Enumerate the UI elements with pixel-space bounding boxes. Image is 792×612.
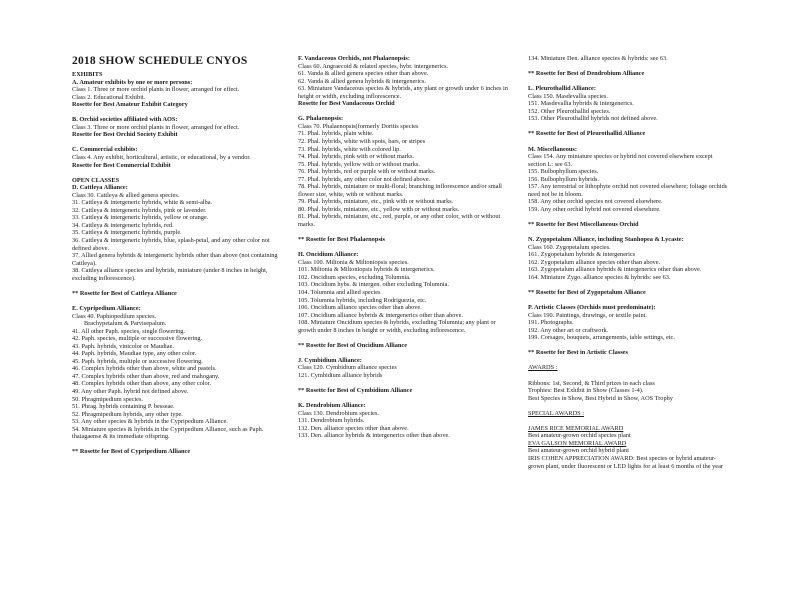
section-heading: ** Rosette for Best Miscellaneous Orchid xyxy=(528,221,639,229)
section-heading: N. Zygopetalum Alliance, including Stanhopea & Lycaste: xyxy=(528,236,684,244)
schedule-line: 72. Phal. hybrids, white with spots, bars, or stripes xyxy=(298,138,426,146)
schedule-line: 153. Other Pleurothallid hybrids not defined above. xyxy=(528,115,658,123)
schedule-line: 76. Phal. hybrids, red or purple with or without marks. xyxy=(298,168,436,176)
column-3-body xyxy=(528,55,728,470)
section-heading: Rosette for Best Orchid Society Exhibit xyxy=(72,131,178,139)
schedule-line: Class 1. Three or more orchid plants in flower, arranged for effect. xyxy=(72,86,240,94)
schedule-line: Best amateur-grown orchid species plant xyxy=(528,432,631,440)
schedule-line: 36. Cattleya & intergeneric hybrids, blue, splash-petal, and any other color not defined above. xyxy=(72,237,270,252)
schedule-line: 51. Phrag. hybrids containing P. besseae. xyxy=(72,403,175,411)
section-heading: ** Rosette for Best of Oncidium Alliance xyxy=(298,341,408,349)
section-heading: P. Artistic Classes (Orchids must predominate): xyxy=(528,304,656,312)
section-heading: L. Pleurothallid Alliance: xyxy=(528,85,596,93)
schedule-line: 102. Oncidium species, excluding Tolumnia. xyxy=(298,273,411,281)
schedule-line: 131. Dendrobium hybrids. xyxy=(298,417,365,425)
schedule-line: 63. Miniature Vandaceous species & hybrids, any plant or growth under 6 inches in height or width, excluding inflorescence. xyxy=(298,85,508,100)
column-2-body xyxy=(298,55,508,440)
spacer xyxy=(72,297,280,305)
section-heading: OPEN CLASSES xyxy=(72,176,120,184)
column-3 xyxy=(528,55,728,470)
page-title: 2018 SHOW SCHEDULE CNYOS xyxy=(72,55,248,67)
section-heading: Rosette for Best Vandaceous Orchid xyxy=(298,100,395,108)
schedule-line: 78. Phal. hybrids, miniature or multi-floral; branching inflorescence and/or small flower size, white, with or without marks. xyxy=(298,183,502,198)
spacer xyxy=(528,281,728,289)
schedule-line: 159. Any other orchid hybrid not covered elsewhere. xyxy=(528,205,661,213)
spacer xyxy=(528,357,728,365)
section-heading: ** Rosette for Best of Pleurothallid Alliance xyxy=(528,130,646,138)
spacer xyxy=(72,109,280,117)
schedule-line: 71. Phal. hybrids, plain white. xyxy=(298,130,374,138)
schedule-line: 45. Paph. hybrids, multiple or successive flowering. xyxy=(72,357,203,365)
schedule-line: 79. Phal. hybrids, miniature, etc., pink with or without marks. xyxy=(298,198,454,206)
spacer xyxy=(528,213,728,221)
section-heading: Rosette for Best Amateur Exhibit Category xyxy=(72,101,188,109)
section-heading: D. Cattleya Alliance: xyxy=(72,184,128,192)
section-heading: H. Oncidium Alliance: xyxy=(298,251,359,259)
schedule-line: 49. Any other Paph. hybrid not defined above. xyxy=(72,387,189,395)
schedule-line: 50. Phragmipedium species. xyxy=(72,395,144,403)
schedule-line: 134. Miniature Den. alliance species & hybrids: see 63. xyxy=(528,55,668,62)
column-2 xyxy=(298,55,508,440)
schedule-line: 62. Vanda & allied genera hybrids & intergenerics. xyxy=(298,77,426,85)
schedule-line: 47. Complex hybrids other than above, red and mahogany. xyxy=(72,372,220,380)
schedule-line: 41. All other Paph. species, single flowering. xyxy=(72,327,185,335)
spacer xyxy=(298,395,508,403)
schedule-line: Ribbons: 1st, Second, & Third prizes in each class xyxy=(528,379,655,387)
schedule-line: 43. Paph. hybrids, vinicolor or Maudiae. xyxy=(72,342,174,350)
schedule-line: 152. Other Pleurothallid species. xyxy=(528,107,611,115)
schedule-line: 34. Cattleya & intergeneric hybrids, red. xyxy=(72,221,174,229)
schedule-line: 37. Allied genera hybrids & intergeneric hybrids other than above (not containing Cattleya). xyxy=(72,252,278,267)
schedule-line: 74. Phal. hybrids, pink with or without marks. xyxy=(298,153,414,161)
spacer xyxy=(72,139,280,147)
spacer xyxy=(528,123,728,131)
spacer xyxy=(72,441,280,449)
section-heading: C. Commercial exhibits: xyxy=(72,146,138,154)
section-heading: G. Phalaenopsis: xyxy=(298,115,344,123)
schedule-line: IRIS COHEN APPRECIATION AWARD: Best species or hybrid amateur-grown plant, under fluorescent or LED lights for at least 6 months of the year xyxy=(528,454,723,470)
schedule-line: Class 190. Paintings, drawings, or textile paint. xyxy=(528,311,647,319)
section-heading: ** Rosette for Best of Cymbidium Alliance xyxy=(298,387,413,395)
schedule-line: Class 160. Zygopetalum species. xyxy=(528,243,611,251)
schedule-line: Class 30. Cattleya & allied genera species. xyxy=(72,191,180,199)
schedule-line: Class 70. Phalaenopsis(formerly Doritis species xyxy=(298,122,419,130)
schedule-line: 156. Bulbophyllum hybrids. xyxy=(528,175,600,183)
schedule-line: SPECIAL AWARDS : xyxy=(528,409,584,417)
schedule-line: Class 2. Educational Exhibit. xyxy=(72,93,146,101)
schedule-line: AWARDS : xyxy=(528,364,558,372)
spacer xyxy=(528,63,728,71)
schedule-line: 44. Paph. hybrids, Maudiae type, any other color. xyxy=(72,350,197,358)
schedule-line: 52. Phragmipedium hybrids, any other type. xyxy=(72,410,183,418)
schedule-line: 35. Cattleya & intergeneric hybrids, purple. xyxy=(72,229,182,237)
spacer xyxy=(298,334,508,342)
section-heading: K. Dendrobium Alliance: xyxy=(298,402,366,410)
spacer xyxy=(528,297,728,305)
section-heading: ** Rosette for Best of Cattleya Alliance xyxy=(72,289,177,297)
schedule-line: 53. Any other species & hybrids in the Cypripedium Alliance. xyxy=(72,418,228,426)
schedule-line: Class 4. Any exhibit, horticultural, artistic, or educational, by a vendor. xyxy=(72,154,251,162)
schedule-line: 81. Phal. hybrids, miniature, etc., red, purple, or any other color, with or without marks. xyxy=(298,213,501,229)
spacer xyxy=(528,138,728,146)
schedule-line: 121. Cymbidium alliance hybrids xyxy=(298,371,383,379)
schedule-line: 42. Paph. species, multiple or successive flowering. xyxy=(72,335,203,343)
schedule-line: 162. Zygopetalum alliance species other than above. xyxy=(528,258,661,266)
section-heading: B. Orchid societies affiliated with AOS: xyxy=(72,116,178,124)
spacer xyxy=(528,342,728,350)
schedule-line: 191. Photographs. xyxy=(528,319,574,327)
schedule-line: Brachypetalum & Parvisepalum. xyxy=(84,320,167,328)
spacer xyxy=(298,229,508,237)
section-heading: M. Miscellaneous: xyxy=(528,145,577,153)
section-heading: J. Cymbidium Alliance: xyxy=(298,356,362,364)
schedule-line: 163. Zygopetalum alliance hybrids & intergenerics other than above. xyxy=(528,266,702,274)
schedule-line: EVA GALSON MEMORIAL AWARD xyxy=(528,439,627,447)
schedule-line: 151. Masdevallia hybrids & intergenerics. xyxy=(528,100,634,108)
schedule-line: 61. Vanda & allied genera species other than above. xyxy=(298,70,429,78)
section-heading: A. Amateur exhibits by one or more persons: xyxy=(72,78,193,86)
spacer xyxy=(528,417,728,425)
schedule-line: 48. Complex hybrids other than above, any other color. xyxy=(72,380,212,388)
schedule-line: 107. Oncidium alliance hybrids & intergenerics other than above. xyxy=(298,311,463,319)
schedule-line: Class 120. Cymbidium alliance species xyxy=(298,364,397,372)
schedule-line: Trophies: Best Exhibit in Show (Classes 1-4). xyxy=(528,387,644,395)
schedule-line: 105. Tolumnia hybrids, including Rodriguezia, etc. xyxy=(298,296,427,304)
schedule-line: Class 60. Angraecoid & related species, hybr. intergenerics. xyxy=(298,62,449,70)
schedule-line: Class 40. Paphiopedilum species. xyxy=(72,312,157,320)
section-heading: ** Rosette for Best of Cypripedium Alliance xyxy=(72,448,191,456)
schedule-line: 103. Oncidium hybs. & intergen. other excluding Tolumnia. xyxy=(298,281,449,289)
schedule-line: 104. Tolumnia and allied species xyxy=(298,288,381,296)
spacer xyxy=(298,244,508,252)
schedule-line: 80. Phal. hybrids, miniature, etc., yellow with or without marks. xyxy=(298,205,460,213)
schedule-line: 46. Complex hybrids other than above, white and pastels. xyxy=(72,365,217,373)
schedule-line: 32. Cattleya & intergeneric hybrids, pink or lavender. xyxy=(72,206,207,214)
spacer xyxy=(72,169,280,177)
spacer xyxy=(298,349,508,357)
schedule-line: 157. Any terrestrial or lithophyte orchid not covered elsewhere; foliage orchids need not be in bloom. xyxy=(528,183,728,198)
schedule-line: 54. Miniature species & hybrids in the Cypripedium Alliance, such as Paph. thaiagaense & its immediate offspring. xyxy=(72,425,264,441)
schedule-line: 161. Zygopetalum hybrids & intergenerics xyxy=(528,251,636,259)
spacer xyxy=(298,108,508,116)
schedule-line: 155. Bulbophyllum species. xyxy=(528,168,599,176)
schedule-line: 31. Cattleya & intergeneric hybrids, white & semi-alba. xyxy=(72,199,213,207)
section-heading: Rosette for Best Commercial Exhibit xyxy=(72,161,171,169)
schedule-line: 38. Cattleya alliance species and hybrids, miniature (under 8 inches in height, excluding inflorescence). xyxy=(72,267,268,282)
spacer xyxy=(298,380,508,388)
schedule-line: 133. Den. alliance hybrids & intergenerics other than above. xyxy=(298,432,450,440)
schedule-line: 106. Oncidium alliance species other than above. xyxy=(298,304,422,312)
schedule-line: Class 150. Masdevallia species. xyxy=(528,92,608,100)
column-1 xyxy=(72,55,280,456)
schedule-line: 158. Any other orchid species not covered elsewhere. xyxy=(528,198,663,206)
section-heading: F. Vandaceous Orchids, not Phalaenopsis: xyxy=(298,55,410,62)
spacer xyxy=(528,78,728,86)
column-1-body xyxy=(72,71,280,456)
schedule-line: Class 3. Three or more orchid plants in flower, arranged for effect. xyxy=(72,123,240,131)
section-heading: ** Rosette for Best of Zygopetalum Alliance xyxy=(528,288,646,296)
schedule-line: 77. Phal. hybrids, any other color not defined above. xyxy=(298,175,431,183)
schedule-line: 108. Miniature Oncidium species & hybrids, excluding Tolumnia; any plant or growth under 8 inches in height or width, excluding inflorescence. xyxy=(298,319,496,334)
schedule-line: 101. Miltonia & Miltoniopsis hybrids & intergenerics. xyxy=(298,266,435,274)
section-heading: ** Rosette for Best Phalaenopsis xyxy=(298,236,385,244)
schedule-line: 199. Corsages, bouquets, arrangements, table settings, etc. xyxy=(528,334,675,342)
spacer xyxy=(528,229,728,237)
schedule-line: Best amateur-grown orchid hybrid plant xyxy=(528,447,629,455)
schedule-line: Best Species in Show, Best Hybrid in Show, AOS Trophy xyxy=(528,394,673,402)
spacer xyxy=(528,402,728,410)
section-heading: ** Rosette for Best of Dendrobium Alliance xyxy=(528,70,645,78)
section-heading: ** Rosette for Best in Artistic Classes xyxy=(528,349,628,357)
schedule-line: Class 154. Any miniature species or hybrid not covered elsewhere except section L: see 63. xyxy=(528,153,713,168)
schedule-line: JAMES RICE MEMORIAL AWARD xyxy=(528,424,624,432)
schedule-line: 33. Cattleya & intergeneric hybrids, yellow or orange. xyxy=(72,214,209,222)
schedule-line: 75. Phal. hybrids, yellow with or without marks. xyxy=(298,160,420,168)
spacer xyxy=(528,372,728,380)
schedule-line: Class 130. Dendrobium species. xyxy=(298,409,379,417)
schedule-line: 132. Den. alliance species other than above. xyxy=(298,424,409,432)
schedule-line: 192. Any other art or craftwork. xyxy=(528,326,609,334)
schedule-line: Class 100. Miltonia & Miltoniopsis species. xyxy=(298,258,409,266)
spacer xyxy=(72,282,280,290)
schedule-line: 73. Phal. hybrids, white with colored lip. xyxy=(298,145,401,153)
section-heading: E. Cypripedium Alliance: xyxy=(72,304,141,312)
section-heading: EXHIBITS xyxy=(72,71,103,78)
schedule-line: 164. Miniature Zygo. alliance species & hybrids: see 63. xyxy=(528,273,671,281)
